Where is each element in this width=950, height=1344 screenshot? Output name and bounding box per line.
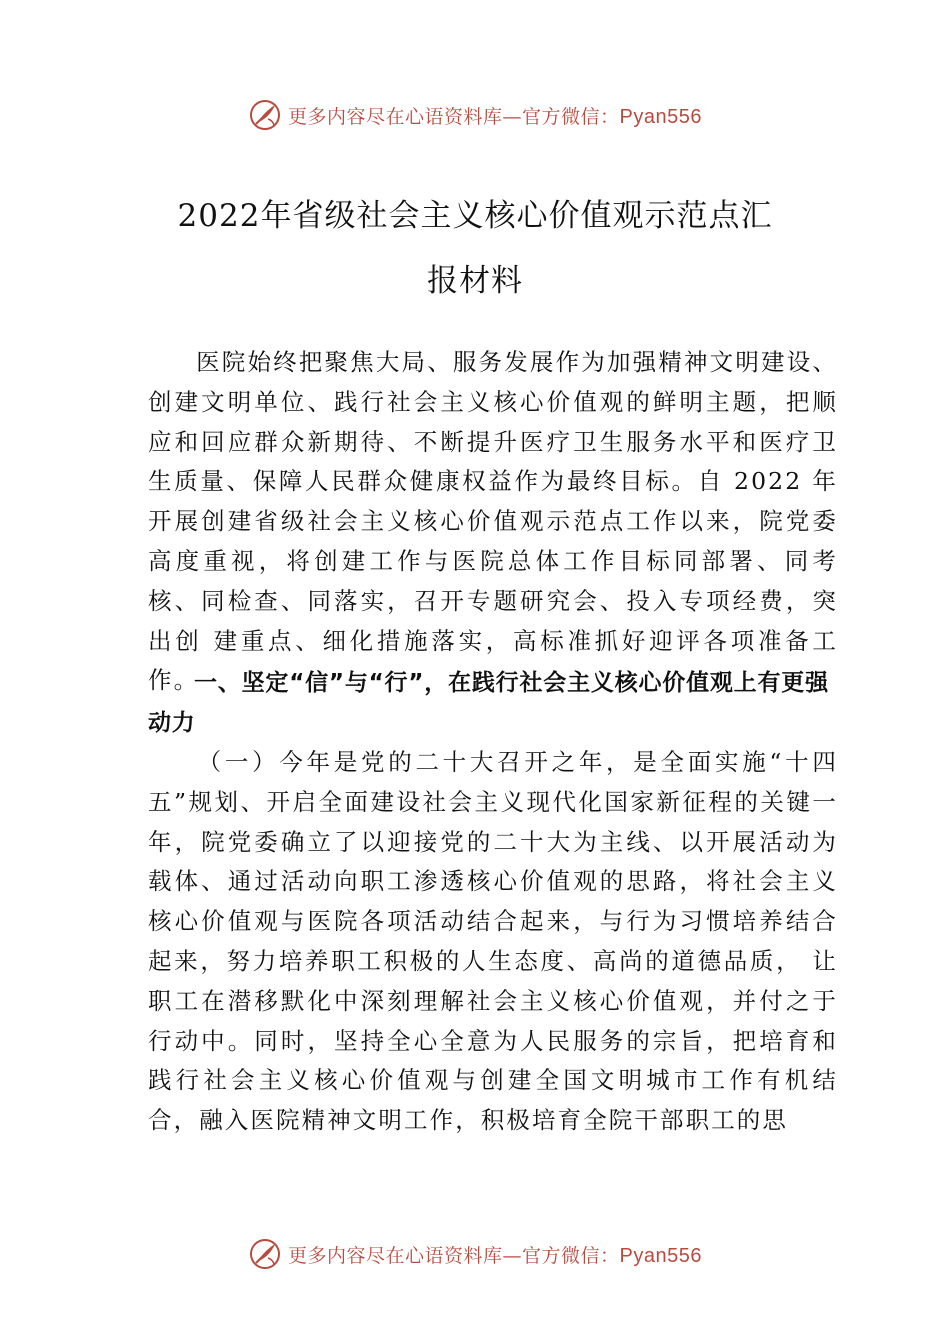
watermark-wechat-id: Pyan556 <box>619 105 702 128</box>
watermark-text: 更多内容尽在心语资料库—官方微信： <box>288 1244 620 1267</box>
section-heading-1-text: 一、坚定“信”与“行”，在践行社会主义核心价值观上有更强动力 <box>148 670 829 736</box>
body-paragraph-intro <box>148 343 838 701</box>
document-title-line-2: 报材料 <box>427 263 523 299</box>
body-paragraph-1 <box>148 743 838 1141</box>
body-paragraph-1-text: （一）今年是党的二十大召开之年，是全面实施“十四五”规划、开启全面建设社会主义现代化国家新征程的关键一年，院党委确立了以迎接党的二十大为主线、以开展活动为载体、通过活动向职工渗透核心价值观的思路，将社会主义核心价值观与医院各项活动结合起来，与行为习惯培养结合起来，努力培养职工积极的人生态度、高尚的道德品质， 让职工在潜移默化中深刻理解社会主义核心价值观，并付之于行动中。同时，坚持全心全意为人民服务的宗旨，把培育和践行社会主义核心价值观与创建全国文明城市工作有机结合，融入医院精神文明工作，积极培育全院干部职工的思 <box>148 748 838 1135</box>
body-paragraph-intro-text: 医院始终把聚焦大局、服务发展作为加强精神文明建设、创建文明单位、践行社会主义核心价值观的鲜明主题，把顺应和回应群众新期待、不断提升医疗卫生服务水平和医疗卫生质量、保障人民群众健康权益作为最终目标。自 2022 年开展创建省级社会主义核心价值观示范点工作以来，院党委高度重视，将创建工作与医院总体工作目标同部署、同考核、同检查、同落实，召开专题研究会、投入专项经费，突出创 建重点、细化措施落实，高标准抓好迎评各项准备工作。 <box>148 348 838 695</box>
section-heading-1 <box>148 664 838 744</box>
watermark-footer <box>0 1234 950 1274</box>
watermark-text: 更多内容尽在心语资料库—官方微信： <box>288 105 620 128</box>
feather-quill-logo-icon <box>248 98 282 132</box>
watermark-header <box>0 95 950 135</box>
document-title-line-1: 2022年省级社会主义核心价值观示范点汇 <box>177 198 773 234</box>
watermark-wechat-id: Pyan556 <box>619 1244 702 1267</box>
feather-quill-logo-icon <box>248 1237 282 1271</box>
